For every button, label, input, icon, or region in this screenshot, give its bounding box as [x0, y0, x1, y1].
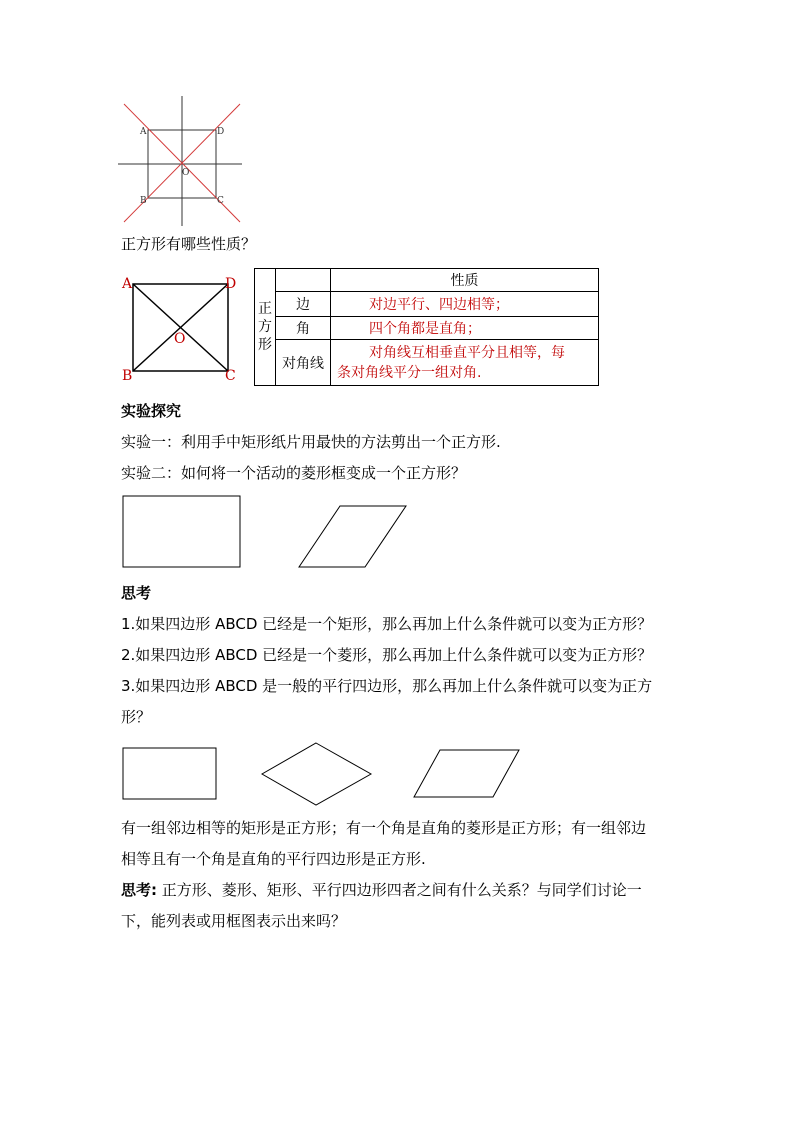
table-row	[255, 340, 599, 386]
label-c: C	[225, 368, 236, 384]
square-symmetry-figure	[118, 94, 250, 228]
label-c: C	[217, 196, 224, 206]
row-value-side: 对边平行、四边相等；	[331, 292, 599, 317]
table-header: 性质	[331, 269, 599, 292]
experiment-heading: 实验探究	[121, 402, 182, 420]
experiment-item-1: 实验一：利用手中矩形纸片用最快的方法剪出一个正方形.	[121, 433, 501, 451]
rectangle-shape	[123, 748, 216, 799]
row-label-angle: 角	[276, 317, 331, 340]
label-a: A	[140, 127, 147, 137]
quadrilateral-shapes	[120, 740, 530, 808]
thinking-question-2: 2.如果四边形 ABCD 已经是一个菱形，那么再加上什么条件就可以变为正方形？	[121, 646, 653, 664]
table-header-blank	[276, 269, 331, 292]
conclusion-line-1: 有一组邻边相等的矩形是正方形；有一个角是直角的菱形是正方形；有一组邻边	[121, 819, 647, 837]
rectangle-shape	[123, 496, 240, 567]
table-vertical-label: 正 方 形	[255, 269, 276, 386]
experiment-item-2: 实验二：如何将一个活动的菱形框变成一个正方形？	[121, 464, 467, 482]
label-d: D	[217, 127, 225, 137]
rhombus-frame-shape	[299, 506, 406, 567]
row-value-angle: 四个角都是直角；	[331, 317, 599, 340]
thinking-question-3-line-2: 形？	[121, 708, 152, 726]
parallelogram-shape	[414, 750, 519, 797]
square-abcd-figure	[118, 272, 242, 384]
rhombus-shape	[262, 743, 371, 805]
label-b: B	[122, 368, 133, 384]
label-o: O	[182, 168, 190, 178]
thinking-heading: 思考	[121, 584, 152, 602]
row-value-diagonal: 对角线互相垂直平分且相等，每 条对角线平分一组对角.	[331, 340, 599, 386]
question-properties: 正方形有哪些性质？	[121, 235, 257, 253]
row-label-side: 边	[276, 292, 331, 317]
final-question-label: 思考:	[121, 881, 157, 899]
conclusion-line-2: 相等且有一个角是直角的平行四边形是正方形.	[121, 850, 426, 868]
thinking-question-1: 1.如果四边形 ABCD 已经是一个矩形，那么再加上什么条件就可以变为正方形？	[121, 615, 653, 633]
final-question-line-2: 下，能列表或用框图表示出来吗？	[121, 912, 347, 930]
final-question-line-1: 思考: 正方形、菱形、矩形、平行四边形四者之间有什么关系？与同学们讨论一	[121, 881, 642, 899]
label-a: A	[122, 276, 133, 292]
table-row	[255, 292, 599, 317]
square-properties-table	[254, 268, 599, 386]
row-label-diagonal: 对角线	[276, 340, 331, 386]
thinking-question-3-line-1: 3.如果四边形 ABCD 是一般的平行四边形，那么再加上什么条件就可以变为正方	[121, 677, 653, 695]
experiment-shapes	[120, 493, 420, 571]
label-d: D	[225, 276, 237, 292]
label-b: B	[140, 196, 147, 206]
label-o: O	[174, 331, 186, 347]
table-row	[255, 317, 599, 340]
